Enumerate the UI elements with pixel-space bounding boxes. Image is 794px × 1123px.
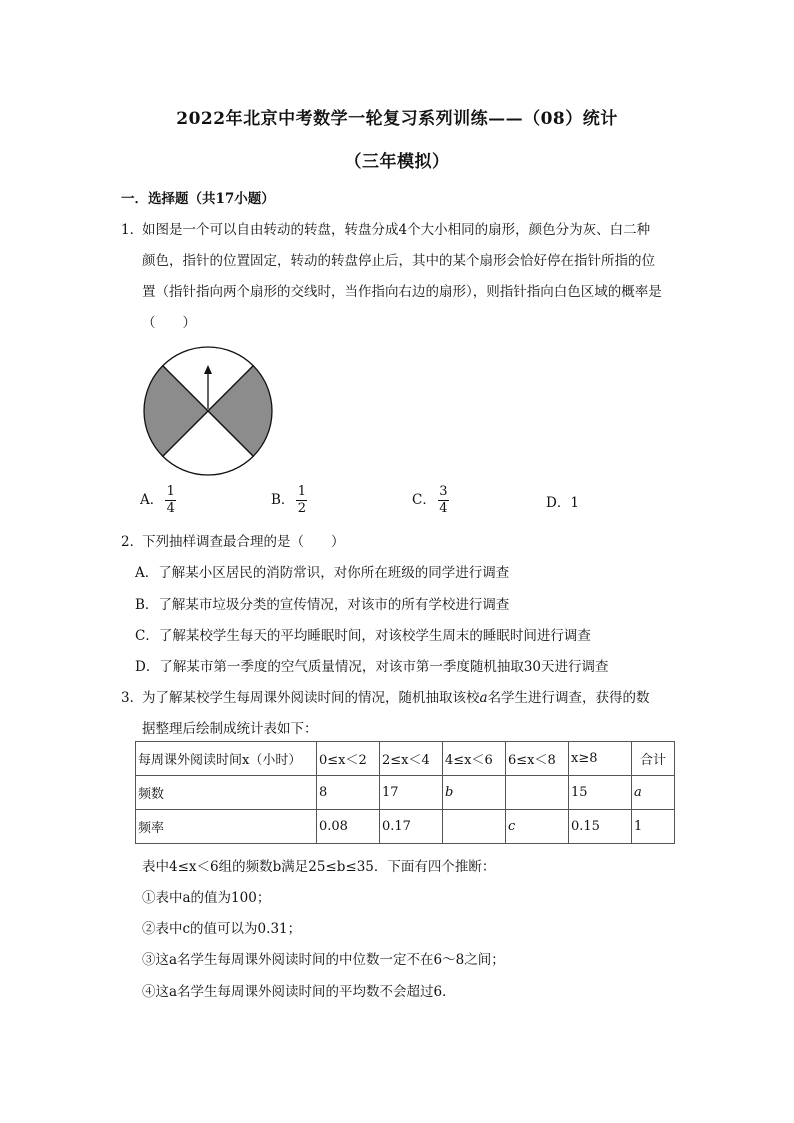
q3-item-3: ③这a名学生每周课外阅读时间的中位数一定不在6～8之间； — [142, 952, 505, 968]
table-header-cell: 4≤x＜6 — [443, 742, 506, 776]
table-cell: c — [506, 810, 569, 844]
q1-option-c-label: C． — [412, 492, 436, 508]
q2-option-d[interactable]: D．了解某市第一季度的空气质量情况，对该市第一季度随机抽取30天进行调查 — [135, 659, 609, 675]
table-header-cell: 6≤x＜8 — [506, 742, 569, 776]
table-cell — [506, 776, 569, 810]
q3-line-1-part-2: 名学生进行调查，获得的数 — [487, 690, 650, 706]
q1-option-a-label: A． — [140, 492, 164, 508]
table-cell: 1 — [632, 810, 675, 844]
q3-item-1: ①表中a的值为100； — [142, 890, 271, 906]
table-cell: b — [443, 776, 506, 810]
table-cell: 0.17 — [380, 810, 443, 844]
q1-line-2: 颜色，指针的位置固定，转动的转盘停止后，其中的某个扇形会恰好停在指针所指的位 — [142, 253, 655, 269]
table-row — [136, 810, 675, 844]
q3-number: 3． — [121, 690, 144, 706]
q1-option-c[interactable] — [412, 484, 449, 517]
table-header-cell: 合计 — [632, 742, 675, 776]
q3-line-2: 据整理后绘制成统计表如下： — [142, 721, 318, 737]
table-row — [136, 776, 675, 810]
q3-item-2: ②表中c的值可以为0.31； — [142, 921, 302, 937]
fraction-numerator: 1 — [297, 484, 307, 499]
q2-option-b[interactable]: B．了解某市垃圾分类的宣传情况，对该市的所有学校进行调查 — [135, 597, 510, 613]
q1-option-b-fraction — [296, 484, 307, 517]
table-header-cell: 0≤x＜2 — [317, 742, 380, 776]
q3-line-1 — [142, 686, 650, 706]
q1-line-3: 置（指针指向两个扇形的交线时，当作指向右边的扇形），则指针指向白色区域的概率是 — [142, 284, 662, 300]
statistics-table — [135, 741, 675, 844]
q1-line-4: （ ） — [142, 315, 196, 331]
fraction-numerator: 1 — [166, 484, 175, 499]
q3-condition: 表中4≤x＜6组的频数b满足25≤b≤35．下面有四个推断： — [142, 859, 496, 875]
q2-stem: 下列抽样调查最合理的是（ ） — [142, 534, 345, 550]
fraction-numerator: 3 — [439, 484, 448, 499]
fraction-denominator: 4 — [439, 501, 448, 516]
table-cell — [443, 810, 506, 844]
q1-option-b[interactable] — [271, 484, 307, 517]
fraction-denominator: 4 — [166, 501, 175, 516]
table-header-cell: 每周课外阅读时间x（小时） — [136, 742, 317, 776]
table-cell: 0.15 — [569, 810, 632, 844]
fraction-denominator: 2 — [297, 501, 307, 516]
q2-option-c[interactable]: C．了解某校学生每天的平均睡眠时间，对该校学生周末的睡眠时间进行调查 — [135, 628, 591, 644]
q1-number: 1． — [121, 222, 144, 238]
q1-option-b-label: B． — [271, 492, 295, 508]
table-cell: 0.08 — [317, 810, 380, 844]
q1-option-a[interactable] — [140, 484, 176, 517]
page-subtitle: （三年模拟） — [344, 152, 450, 172]
q1-option-d-value: 1 — [570, 495, 579, 511]
q2-number: 2． — [121, 534, 144, 550]
page-title: 2022年北京中考数学一轮复习系列训练——（08）统计 — [176, 109, 618, 129]
q1-option-a-fraction — [165, 484, 176, 517]
table-header-row — [136, 742, 675, 776]
q1-option-d[interactable] — [546, 491, 579, 511]
q1-option-d-label: D． — [546, 495, 571, 511]
table-cell: a — [632, 776, 675, 810]
table-header-cell: 2≤x＜4 — [380, 742, 443, 776]
section-heading: 一．选择题（共17小题） — [121, 191, 275, 207]
table-header-cell: x≥8 — [569, 742, 632, 776]
q1-line-1: 如图是一个可以自由转动的转盘，转盘分成4个大小相同的扇形，颜色分为灰、白二种 — [142, 222, 651, 238]
table-cell: 频率 — [136, 810, 317, 844]
table-cell: 频数 — [136, 776, 317, 810]
q3-item-4: ④这a名学生每周课外阅读时间的平均数不会超过6． — [142, 984, 456, 1000]
q1-option-c-fraction — [438, 484, 449, 517]
q3-line-1-part-1: 为了解某校学生每周课外阅读时间的情况，随机抽取该校 — [142, 690, 480, 706]
table-cell: 17 — [380, 776, 443, 810]
table-cell: 15 — [569, 776, 632, 810]
spinner-figure — [140, 343, 276, 479]
q2-option-a[interactable]: A．了解某小区居民的消防常识，对你所在班级的同学进行调查 — [135, 565, 510, 581]
q3-line-1-variable: a — [479, 690, 488, 706]
table-cell: 8 — [317, 776, 380, 810]
